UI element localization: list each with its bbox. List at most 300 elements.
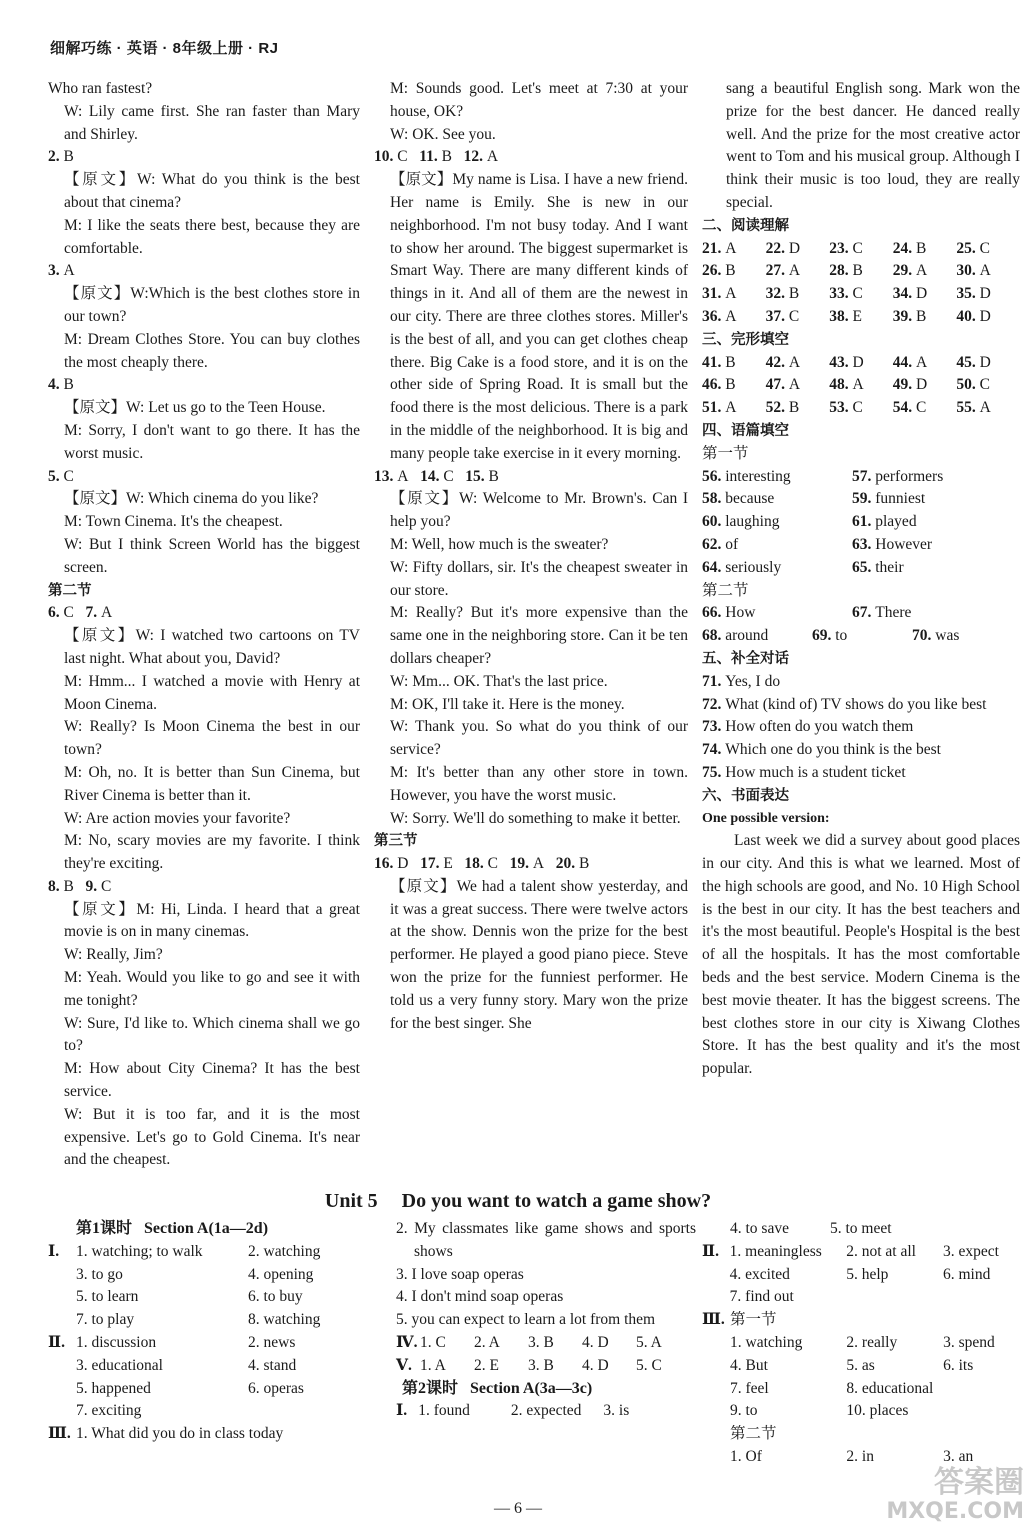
answer-value: 1. discussion bbox=[76, 1333, 157, 1351]
question-number: 18. bbox=[464, 855, 484, 873]
text-line: W: Fifty dollars, sir. It's the cheapest sweater in our store. bbox=[390, 558, 688, 599]
answer-value: 3. spend bbox=[943, 1333, 995, 1351]
answer-line bbox=[48, 876, 360, 899]
answer-value: D bbox=[912, 376, 928, 394]
answer-row bbox=[48, 1286, 378, 1309]
question-number: 19. bbox=[509, 855, 530, 873]
question-number: 47. bbox=[765, 376, 785, 394]
answer-value: B bbox=[59, 376, 74, 394]
answer-value: B bbox=[575, 855, 590, 873]
answer-value: 8. educational bbox=[846, 1379, 934, 1397]
answer-cell bbox=[829, 397, 893, 420]
question-number: 44. bbox=[892, 353, 913, 371]
text-line: M: Well, how much is the sweater? bbox=[390, 535, 609, 553]
answer-value: Yes, I do bbox=[721, 672, 781, 690]
question-number: 22. bbox=[765, 239, 785, 257]
answer-value: 1. watching bbox=[730, 1333, 803, 1351]
answer-value: A bbox=[975, 399, 991, 417]
text-line: M: OK, I'll take it. Here is the money. bbox=[390, 695, 625, 713]
answer-value: A bbox=[482, 148, 499, 166]
answer-value: B bbox=[59, 148, 74, 166]
answer-value: 4. D bbox=[582, 1333, 609, 1351]
answer-value: 5. as bbox=[846, 1356, 875, 1374]
answer-line bbox=[48, 602, 360, 625]
answer-cell bbox=[702, 534, 852, 557]
answer-cell bbox=[852, 488, 1020, 511]
answer-cell bbox=[893, 306, 957, 329]
lesson-2-section: Section A(3a—3c) bbox=[470, 1379, 593, 1397]
question-number: 60. bbox=[702, 513, 722, 531]
answer-cell bbox=[702, 397, 766, 420]
watermark-line-2: MXQE.COM bbox=[886, 1499, 1024, 1524]
question-number: 49. bbox=[892, 376, 913, 394]
answer-value: 1. meaningless bbox=[729, 1242, 822, 1260]
answer-value: 6. to buy bbox=[248, 1288, 303, 1306]
passage-answers-2 bbox=[702, 602, 1020, 625]
text-line: W: Thank you. So what do you think of our service? bbox=[390, 718, 688, 759]
answer-line bbox=[374, 853, 688, 876]
question-number: 37. bbox=[765, 307, 785, 325]
answer-value: 3. an bbox=[943, 1447, 974, 1465]
answer-value: B bbox=[848, 262, 863, 280]
text-line: Who ran fastest? bbox=[48, 80, 153, 97]
section-label: 第一节 bbox=[730, 1311, 777, 1329]
answer-value: C bbox=[912, 399, 927, 417]
part-label bbox=[48, 1309, 76, 1332]
answer-row: 3. I love soap operas bbox=[396, 1265, 524, 1283]
answer-value: C bbox=[97, 877, 112, 895]
answer-value: B bbox=[784, 285, 800, 303]
answer-row bbox=[702, 1332, 1022, 1355]
answer-value: 8. watching bbox=[248, 1311, 321, 1329]
answer-value: B bbox=[912, 307, 927, 325]
answer-value: 3. educational bbox=[76, 1356, 163, 1374]
answer-value: 3. to go bbox=[76, 1265, 123, 1283]
answer-value: A bbox=[975, 262, 991, 280]
question-number: 21. bbox=[702, 239, 722, 257]
question-number: 13. bbox=[374, 467, 394, 485]
answer-cell bbox=[956, 260, 1020, 283]
answer-cell bbox=[912, 625, 1020, 648]
question-number: 52. bbox=[765, 399, 785, 417]
answer-value: C bbox=[784, 307, 800, 325]
answer-cell bbox=[852, 602, 1020, 625]
writing-label: One possible version: bbox=[702, 810, 830, 826]
passage-answers-2-last bbox=[702, 625, 1020, 648]
part-label bbox=[702, 1286, 730, 1309]
answer-line bbox=[48, 374, 360, 397]
answer-cell bbox=[766, 283, 830, 306]
answer-cell bbox=[702, 511, 852, 534]
question-number: 2. bbox=[48, 148, 60, 166]
answer-value: 5. to meet bbox=[830, 1220, 892, 1237]
part-label: Ⅰ. bbox=[396, 1402, 408, 1420]
question-number: 9. bbox=[85, 877, 98, 895]
column-1 bbox=[48, 78, 360, 1172]
answer-value: 3. B bbox=[528, 1356, 554, 1374]
dialog-answer bbox=[702, 694, 1020, 717]
answer-cell bbox=[829, 306, 893, 329]
question-number: 50. bbox=[956, 376, 976, 394]
answer-line bbox=[48, 260, 360, 283]
text-line: W: But it is too far, and it is the most expensive. Let's go to Gold Cinema. It's near and the cheapest. bbox=[64, 1105, 360, 1169]
answer-value bbox=[943, 1400, 1022, 1423]
answer-value: 4. to save bbox=[730, 1220, 789, 1237]
answer-value: D bbox=[975, 307, 991, 325]
text-line: W: Sorry. We'll do something to make it better. bbox=[390, 809, 681, 827]
answer-value: 5. C bbox=[636, 1356, 662, 1374]
question-number: 61. bbox=[852, 513, 872, 531]
lesson-1-part-V bbox=[396, 1355, 696, 1378]
answer-value bbox=[846, 1286, 943, 1309]
writing-sample: Last week we did a survey about good places in our city. And this is what we learned. Most of the high schools are good, and No. 10 High School is the best in our city. It has the best teachers and it's the most beautiful. People's Hospital is the best of all the hospitals. It has the most comfortable beds and the best service. Modern Cinema is the best movie theater. It has the biggest screens. The best clothes store in our city is Xiwang Clothes Store. It has the best quality and it's the most popular. bbox=[702, 832, 1020, 1078]
answer-value bbox=[248, 1400, 368, 1423]
answer-cell bbox=[956, 352, 1020, 375]
answer-value: A bbox=[912, 353, 928, 371]
answer-value: B bbox=[437, 148, 464, 166]
lesson-2-label: 第2课时 bbox=[402, 1379, 459, 1397]
question-number: 34. bbox=[892, 285, 913, 303]
answer-cell bbox=[893, 397, 957, 420]
answer-cell bbox=[829, 374, 893, 397]
question-number: 53. bbox=[829, 399, 849, 417]
answer-value: laughing bbox=[721, 513, 780, 531]
lesson-1-part-I bbox=[48, 1241, 378, 1332]
question-number: 38. bbox=[829, 307, 849, 325]
question-number: 65. bbox=[852, 558, 872, 576]
answer-cell bbox=[956, 283, 1020, 306]
text-line: W: Lily came first. She ran faster than Mary and Shirley. bbox=[64, 102, 360, 143]
answer-value: 1. Of bbox=[730, 1447, 762, 1465]
question-number: 46. bbox=[702, 376, 722, 394]
lesson-2-part-I-rest bbox=[702, 1218, 1022, 1241]
answer-value: A bbox=[912, 262, 928, 280]
answer-value: E bbox=[848, 307, 862, 325]
answer-value: 5. to learn bbox=[76, 1288, 139, 1306]
question-number: 63. bbox=[852, 535, 872, 553]
answer-value: 2. watching bbox=[248, 1242, 321, 1260]
answer-row: 4. I don't mind soap operas bbox=[396, 1288, 564, 1306]
answer-cell bbox=[893, 283, 957, 306]
dialog-answer bbox=[702, 739, 1020, 762]
question-number: 48. bbox=[829, 376, 849, 394]
lesson-2-part-I bbox=[396, 1400, 696, 1423]
question-number: 39. bbox=[892, 307, 913, 325]
answer-value: interesting bbox=[721, 467, 791, 485]
lesson-1-part-III bbox=[48, 1423, 378, 1446]
answer-value: A bbox=[784, 262, 801, 280]
text-line: M: Really? But it's more expensive than the same one in the neighboring store. Can it be ten dollars cheaper? bbox=[390, 604, 688, 667]
answer-row bbox=[702, 1241, 1022, 1264]
answer-row: 2. My classmates like game shows and sports shows bbox=[396, 1220, 696, 1260]
answer-value: 1. watching; to walk bbox=[76, 1242, 203, 1260]
answer-value: 2. really bbox=[846, 1333, 898, 1351]
question-number: 64. bbox=[702, 558, 722, 576]
answer-value: C bbox=[59, 467, 74, 485]
answer-value: 5. A bbox=[636, 1333, 662, 1351]
question-number: 75. bbox=[702, 763, 722, 781]
writing-title: 六、书面表达 bbox=[702, 787, 789, 804]
answer-cell bbox=[956, 306, 1020, 329]
question-number: 28. bbox=[829, 262, 849, 280]
question-number: 74. bbox=[702, 741, 722, 759]
watermark-line-1: 答案圈 bbox=[934, 1465, 1024, 1500]
answer-value: D bbox=[393, 855, 421, 873]
question-number: 30. bbox=[956, 262, 976, 280]
answer-value: Which one do you think is the best bbox=[721, 741, 941, 759]
answer-value: D bbox=[848, 353, 864, 371]
answer-row bbox=[48, 1264, 378, 1287]
answer-value: B bbox=[912, 239, 927, 257]
answer-cell bbox=[829, 283, 893, 306]
text-line: M: Oh, no. It is better than Sun Cinema, but River Cinema is better than it. bbox=[64, 763, 360, 804]
answer-value: A bbox=[721, 239, 737, 257]
lesson-1-part-III-rest bbox=[396, 1218, 696, 1332]
section-label: 第二节 bbox=[730, 1425, 777, 1443]
answer-value: because bbox=[721, 490, 775, 508]
answer-value: 7. exciting bbox=[76, 1402, 142, 1420]
lesson-1-part-IV bbox=[396, 1332, 696, 1355]
answer-value: played bbox=[871, 513, 917, 531]
answer-cell bbox=[766, 306, 830, 329]
question-number: 71. bbox=[702, 672, 722, 690]
answer-value: 1. A bbox=[420, 1356, 446, 1374]
part-label: Ⅳ. bbox=[396, 1333, 418, 1351]
part-label: Ⅱ. bbox=[702, 1242, 719, 1260]
question-number: 24. bbox=[892, 239, 913, 257]
text-line: 【原文】W:Which is the best clothes store in our town? bbox=[64, 285, 360, 325]
answer-cell bbox=[893, 260, 957, 283]
answer-cell bbox=[852, 557, 1020, 580]
part-III-first: 1. What did you do in class today bbox=[76, 1425, 284, 1443]
question-number: 67. bbox=[852, 604, 872, 622]
answer-row bbox=[702, 1355, 1022, 1378]
answer-cell bbox=[702, 306, 766, 329]
question-number: 25. bbox=[956, 239, 976, 257]
text-line: 【原文】W: Which cinema do you like? bbox=[64, 490, 319, 508]
question-number: 33. bbox=[829, 285, 849, 303]
answer-value: 9. to bbox=[730, 1402, 758, 1420]
question-number: 14. bbox=[420, 467, 440, 485]
answer-value: 4. But bbox=[730, 1356, 768, 1374]
answer-cell bbox=[702, 466, 852, 489]
answer-cell bbox=[852, 534, 1020, 557]
question-number: 27. bbox=[765, 262, 785, 280]
answer-value: 3. B bbox=[528, 1333, 554, 1351]
text-line: W: Sure, I'd like to. Which cinema shall we go to? bbox=[64, 1014, 360, 1055]
unit-column-3 bbox=[702, 1218, 1022, 1469]
watermark-logo bbox=[874, 1466, 1024, 1526]
text-line: W: Really? Is Moon Cinema the best in our town? bbox=[64, 718, 360, 759]
answer-value: B bbox=[721, 262, 736, 280]
text-line: 【原文】W: I watched two cartoons on TV last night. What about you, David? bbox=[64, 627, 360, 667]
text-line: 【原文】My name is Lisa. I have a new friend. Her name is Emily. She is new in our neighborhood. I'm not busy today. And I want to show her around. The biggest supermarket is Smart Way. There are many different kinds of things in it. And all of them are the newest in our city. There are three clothes stores. Miller's is the best of all, and you can get clothes cheap there. Big Cake is a food store, and it is on the other side of Spring Road. It is small but the food there is the most delicious. There is a park in the middle of the neighborhood. It is big and many people take exercise in it every morning. bbox=[390, 171, 688, 462]
lesson-2-heading bbox=[396, 1378, 696, 1401]
answer-row bbox=[702, 1378, 1022, 1401]
part-label bbox=[48, 1378, 76, 1401]
lesson-1-part-II bbox=[48, 1332, 378, 1423]
answer-row bbox=[702, 1309, 1022, 1332]
answer-value: B bbox=[721, 376, 736, 394]
answer-value: 7. to play bbox=[76, 1311, 135, 1329]
answer-cell bbox=[702, 260, 766, 283]
question-number: 4. bbox=[48, 376, 60, 394]
answer-value bbox=[943, 1286, 1022, 1309]
question-number: 8. bbox=[48, 877, 60, 895]
answer-row bbox=[702, 1400, 1022, 1423]
answer-cell bbox=[852, 511, 1020, 534]
answer-value: C bbox=[975, 239, 990, 257]
question-number: 70. bbox=[912, 627, 932, 645]
column-3 bbox=[702, 78, 1020, 1081]
reading-title: 二、阅读理解 bbox=[702, 217, 789, 234]
text-line: W: OK. See you. bbox=[390, 125, 496, 143]
answer-value: 10. places bbox=[846, 1402, 909, 1420]
question-number: 32. bbox=[765, 285, 785, 303]
answer-value: 2. news bbox=[248, 1333, 296, 1351]
answer-value: around bbox=[721, 627, 769, 645]
answer-cell bbox=[702, 625, 812, 648]
section-label: 第三节 bbox=[374, 833, 418, 850]
answer-value: 5. happened bbox=[76, 1379, 151, 1397]
answer-cell bbox=[702, 238, 766, 261]
answer-value: However bbox=[871, 535, 933, 553]
answer-value: seriously bbox=[721, 558, 782, 576]
question-number: 26. bbox=[702, 262, 722, 280]
answer-value: How often do you watch them bbox=[721, 718, 914, 736]
answer-value: 5. help bbox=[846, 1265, 889, 1283]
text-line: W: But I think Screen World has the biggest screen. bbox=[64, 535, 360, 576]
question-number: 11. bbox=[419, 148, 438, 166]
text-line: M: Sounds good. Let's meet at 7:30 at your house, OK? bbox=[390, 80, 688, 120]
answer-value: 1. found bbox=[418, 1402, 470, 1420]
question-number: 15. bbox=[465, 467, 485, 485]
answer-cell bbox=[812, 625, 912, 648]
answer-row bbox=[48, 1332, 378, 1355]
answer-cell bbox=[702, 283, 766, 306]
passage-title: 四、语篇填空 bbox=[702, 422, 789, 439]
cloze-title: 三、完形填空 bbox=[702, 331, 789, 348]
answer-row bbox=[702, 1286, 1022, 1309]
answer-value: 1. C bbox=[420, 1333, 446, 1351]
answer-cell bbox=[702, 557, 852, 580]
part-III-label: Ⅲ. bbox=[48, 1425, 71, 1443]
text-line: M: Town Cinema. It's the cheapest. bbox=[64, 513, 283, 531]
reading-answers bbox=[702, 238, 1020, 329]
answer-value: A bbox=[721, 399, 737, 417]
answer-value: A bbox=[721, 285, 737, 303]
answer-value: C bbox=[975, 376, 990, 394]
running-header: 细解巧练 · 英语 · 8年级上册 · RJ bbox=[50, 40, 279, 57]
page-number: — 6 — bbox=[494, 1500, 542, 1517]
unit-number: Unit 5 bbox=[324, 1190, 378, 1212]
question-number: 5. bbox=[48, 467, 60, 485]
answer-value: 2. E bbox=[474, 1356, 499, 1374]
lesson-1-label: 第1课时 bbox=[76, 1220, 133, 1237]
text-line: 【原文】W: Welcome to Mr. Brown's. Can I help you? bbox=[390, 490, 688, 531]
answer-value: What (kind of) TV shows do you like best bbox=[721, 695, 987, 713]
answer-row: 5. you can expect to learn a lot from them bbox=[396, 1311, 656, 1329]
answer-line bbox=[374, 146, 688, 169]
answer-value: was bbox=[931, 627, 960, 645]
answer-value: 2. not at all bbox=[846, 1242, 916, 1260]
answer-value: 3. expect bbox=[943, 1242, 999, 1260]
text-line: 【原文】W: Let us go to the Teen House. bbox=[64, 399, 326, 417]
answer-value: B bbox=[784, 399, 800, 417]
part-label bbox=[48, 1264, 76, 1287]
lesson-2-part-II bbox=[702, 1241, 1022, 1309]
answer-row bbox=[48, 1355, 378, 1378]
question-number: 36. bbox=[702, 307, 722, 325]
part-label: Ⅲ. bbox=[702, 1311, 725, 1329]
answer-row bbox=[48, 1378, 378, 1401]
answer-cell bbox=[829, 352, 893, 375]
passage-answers-1 bbox=[702, 466, 1020, 580]
question-number: 40. bbox=[956, 307, 976, 325]
answer-value: B bbox=[721, 353, 736, 371]
answer-cell bbox=[852, 466, 1020, 489]
question-number: 41. bbox=[702, 353, 722, 371]
question-number: 72. bbox=[702, 695, 722, 713]
question-number: 62. bbox=[702, 535, 722, 553]
answer-value bbox=[943, 1378, 1022, 1401]
answer-line bbox=[48, 466, 360, 489]
answer-value: 4. D bbox=[582, 1356, 609, 1374]
question-number: 56. bbox=[702, 467, 722, 485]
part-label: Ⅱ. bbox=[48, 1333, 65, 1351]
answer-value: D bbox=[975, 353, 991, 371]
text-line: M: I like the seats there best, because they are comfortable. bbox=[64, 216, 360, 257]
answer-value: C bbox=[439, 467, 466, 485]
question-number: 42. bbox=[765, 353, 785, 371]
text-line: M: Hmm... I watched a movie with Henry at Moon Cinema. bbox=[64, 672, 360, 713]
part-label bbox=[48, 1355, 76, 1378]
answer-value: A bbox=[393, 467, 421, 485]
text-line: 【原文】We had a talent show yesterday, and it was a great success. There were twelve actors at the show. Dennis won the prize for the best performer. He played a good piano piece. Steve won the prize for the funniest performer. He told us a very funny story. Mary won the prize for the best singer. She bbox=[390, 877, 688, 1032]
question-number: 16. bbox=[374, 855, 394, 873]
answer-value: D bbox=[975, 285, 991, 303]
question-number: 57. bbox=[852, 467, 872, 485]
answer-cell bbox=[956, 238, 1020, 261]
question-number: 59. bbox=[852, 490, 872, 508]
answer-value: A bbox=[721, 307, 737, 325]
answer-value: A bbox=[848, 376, 864, 394]
question-number: 6. bbox=[48, 604, 60, 622]
answer-cell bbox=[766, 238, 830, 261]
answer-cell bbox=[702, 488, 852, 511]
answer-value: E bbox=[439, 855, 465, 873]
answer-value: A bbox=[784, 376, 801, 394]
answer-value: C bbox=[59, 604, 86, 622]
answer-value: their bbox=[871, 558, 904, 576]
unit-heading: Do you want to watch a game show? bbox=[401, 1190, 712, 1212]
text-line: M: It's better than any other store in town. However, you have the worst music. bbox=[390, 763, 688, 804]
answer-value: C bbox=[848, 285, 863, 303]
answer-value: C bbox=[848, 399, 863, 417]
question-number: 68. bbox=[702, 627, 722, 645]
question-number: 12. bbox=[463, 148, 483, 166]
answer-value: 4. stand bbox=[248, 1356, 297, 1374]
answer-line bbox=[374, 466, 688, 489]
answer-value: 6. its bbox=[943, 1356, 974, 1374]
answer-value: C bbox=[848, 239, 863, 257]
text-line: M: No, scary movies are my favorite. I think they're exciting. bbox=[64, 832, 360, 873]
answer-value: B bbox=[484, 467, 499, 485]
part-label: Ⅰ. bbox=[48, 1242, 60, 1260]
text-line: W: Are action movies your favorite? bbox=[64, 809, 291, 827]
unit-column-2 bbox=[396, 1218, 696, 1423]
answer-value: A bbox=[97, 604, 113, 622]
